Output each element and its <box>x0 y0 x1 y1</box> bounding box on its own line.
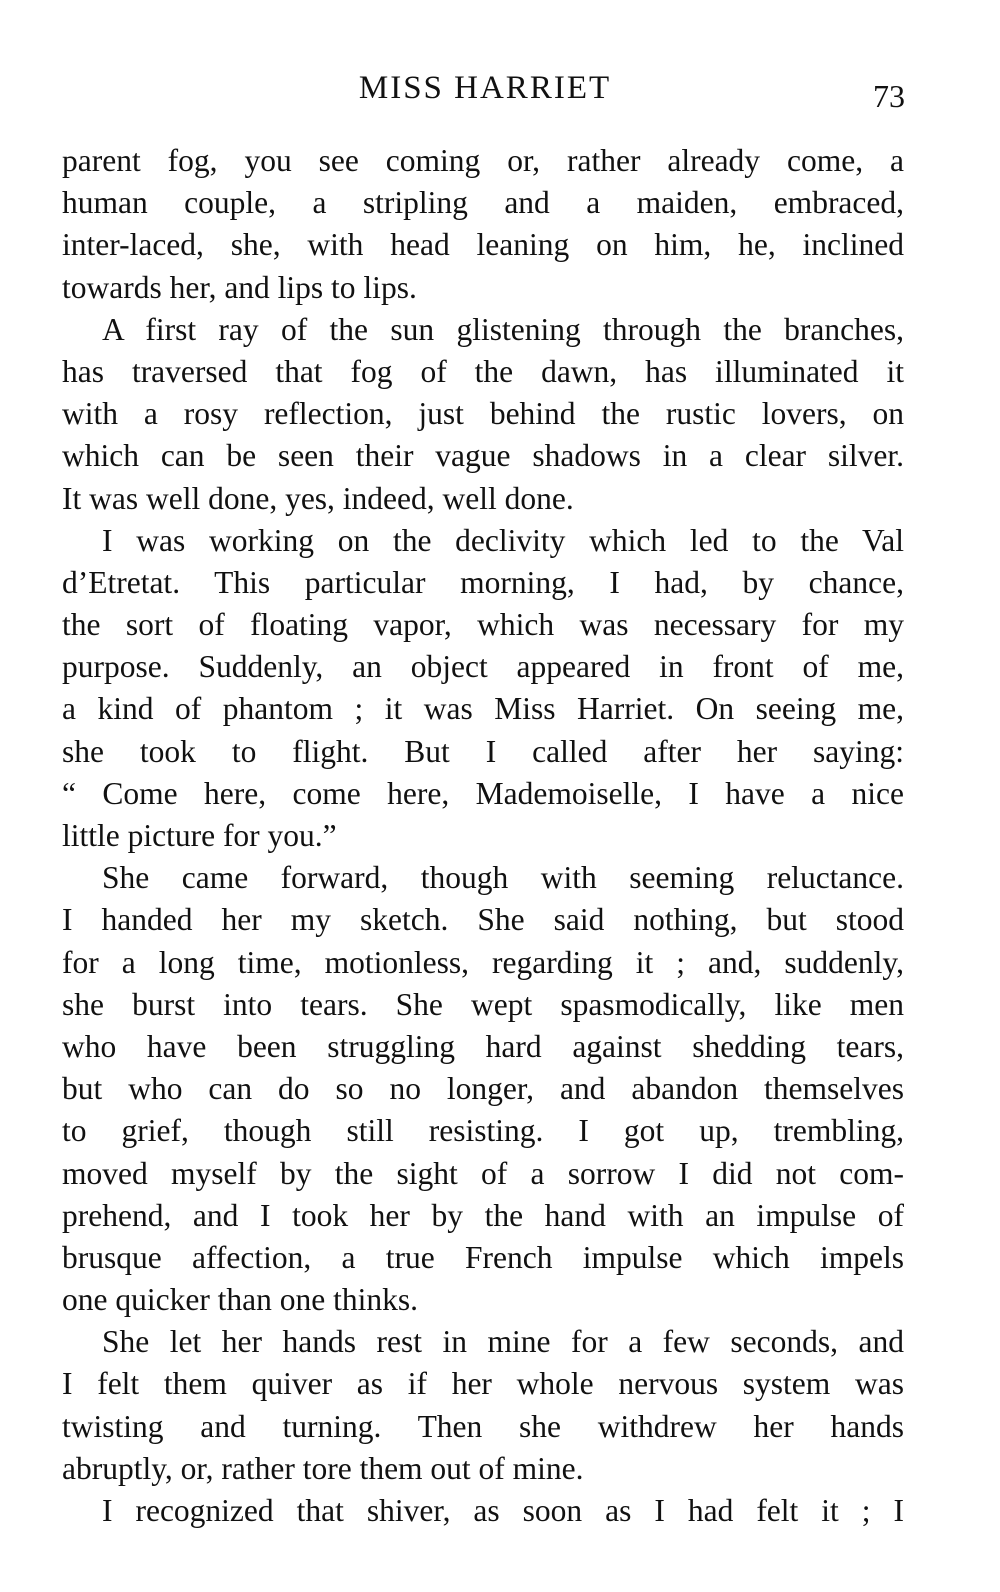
text-line: moved myself by the sight of a sorrow I did not com- <box>62 1155 904 1191</box>
text-line: d’Etretat. This particular morning, I had, by chance, <box>62 564 904 600</box>
text-line: she took to flight. But I called after her saying: <box>62 733 904 769</box>
text-line: inter-laced, she, with head leaning on him, he, inclined <box>62 227 904 263</box>
body-text <box>62 140 904 1532</box>
page-number: 73 <box>873 78 905 114</box>
text-line: parent fog, you see coming or, rather already come, a <box>62 143 904 178</box>
paragraph <box>62 140 904 309</box>
text-line: for a long time, motionless, regarding it ; and, suddenly, <box>62 944 904 980</box>
text-line: one quicker than one thinks. <box>62 1282 419 1318</box>
text-line: purpose. Suddenly, an object appeared in front of me, <box>62 649 904 685</box>
text-line: prehend, and I took her by the hand with an impulse of <box>62 1197 904 1233</box>
paragraph <box>62 857 904 1321</box>
text-line: abruptly, or, rather tore them out of mine. <box>62 1450 584 1486</box>
text-line: I recognized that shiver, as soon as I had felt it ; I <box>102 1493 904 1528</box>
paragraph <box>62 1490 904 1532</box>
text-line: “ Come here, come here, Mademoiselle, I have a nice <box>62 775 904 811</box>
text-line: the sort of floating vapor, which was necessary for my <box>62 607 904 643</box>
text-line: who have been struggling hard against shedding tears, <box>62 1028 904 1064</box>
text-line: she burst into tears. She wept spasmodically, like men <box>62 986 904 1022</box>
text-line: It was well done, yes, indeed, well done. <box>62 480 574 516</box>
text-line: I was working on the declivity which led to the Val <box>102 522 904 558</box>
text-line: I handed her my sketch. She said nothing, but stood <box>62 902 904 938</box>
running-head <box>0 66 1000 116</box>
paragraph <box>62 1321 904 1490</box>
text-line: She came forward, though with seeming reluctance. <box>102 860 904 896</box>
text-line: towards her, and lips to lips. <box>62 269 417 305</box>
running-title: MISS HARRIET <box>358 70 612 106</box>
paragraph <box>62 309 904 520</box>
paragraph <box>62 520 904 858</box>
text-line: has traversed that fog of the dawn, has illuminated it <box>62 353 904 389</box>
text-line: brusque affection, a true French impulse which impels <box>62 1239 904 1275</box>
text-line: which can be seen their vague shadows in a clear silver. <box>62 438 904 474</box>
text-line: but who can do so no longer, and abandon themselves <box>62 1071 904 1107</box>
text-line: little picture for you.” <box>62 818 337 853</box>
text-line: a kind of phantom ; it was Miss Harriet. On seeing me, <box>62 691 904 727</box>
text-line: twisting and turning. Then she withdrew her hands <box>62 1408 904 1444</box>
text-line: She let her hands rest in mine for a few seconds, and <box>102 1324 904 1360</box>
text-line: I felt them quiver as if her whole nervous system was <box>62 1366 904 1402</box>
text-line: A first ray of the sun glistening through the branches, <box>102 311 904 347</box>
text-line: human couple, a stripling and a maiden, embraced, <box>62 185 904 221</box>
text-line: with a rosy reflection, just behind the rustic lovers, on <box>62 396 904 432</box>
text-line: to grief, though still resisting. I got up, trembling, <box>62 1113 904 1149</box>
